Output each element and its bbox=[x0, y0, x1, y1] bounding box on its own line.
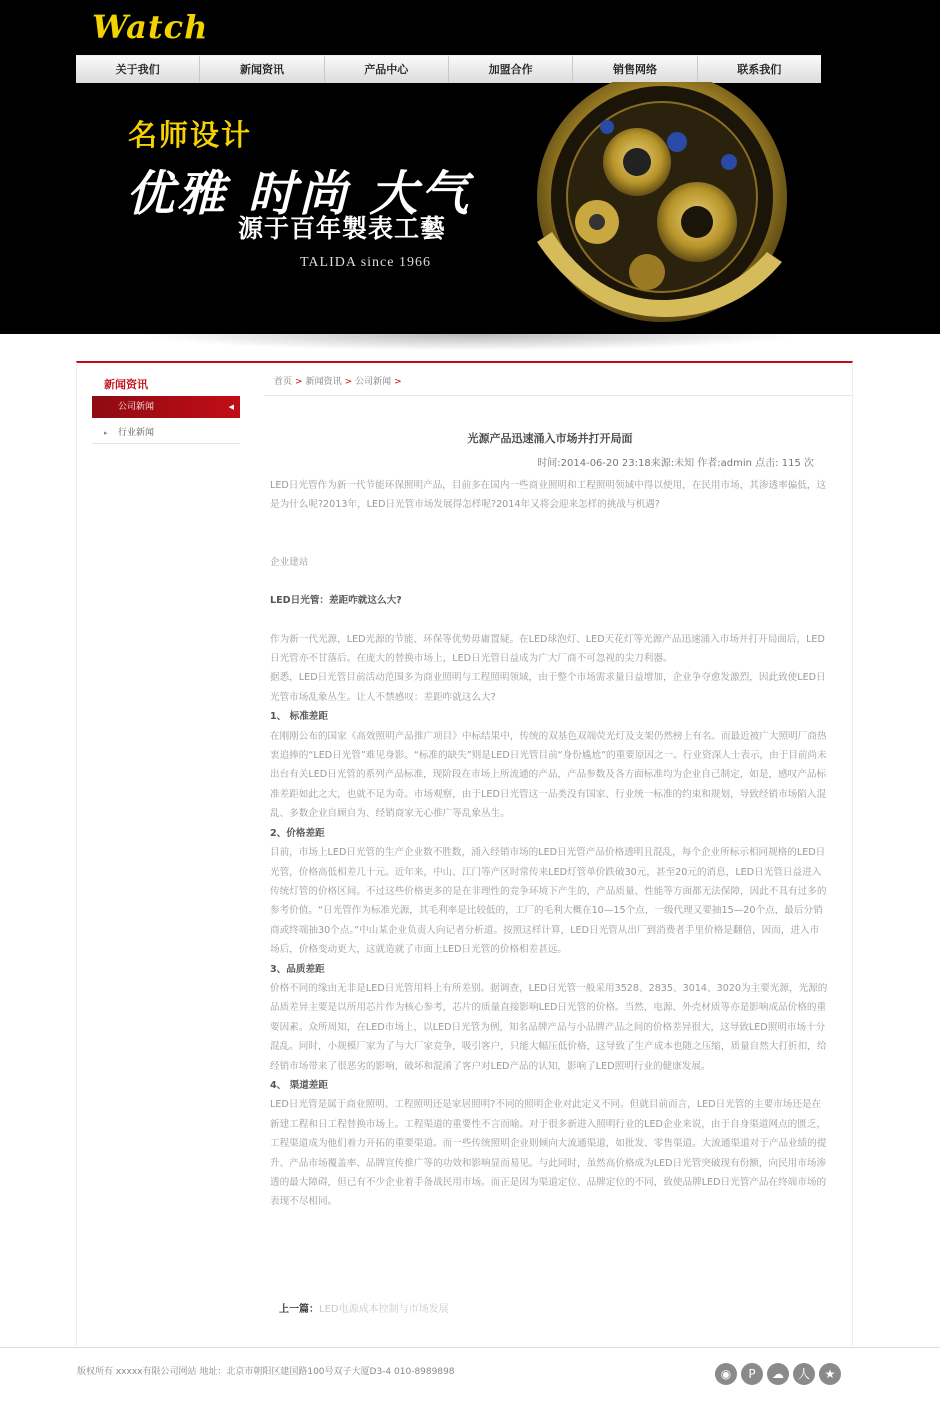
prev-article bbox=[279, 1300, 449, 1315]
prev-article-link[interactable]: LED电源成本控制与市场发展 bbox=[319, 1304, 449, 1315]
breadcrumb-news[interactable]: 新闻资讯 bbox=[305, 377, 342, 387]
article-paragraph: 作为新一代光源，LED光源的节能、环保等优势毋庸置疑。在LED球泡灯、LED天花灯等光源产品迅速涌入市场并打开局面后，LED日光管亦不甘落后。在庞大的替换市场上，LED日光管日益成为广大厂商不可忽视的尖刀利器。 bbox=[270, 633, 825, 665]
nav-franchise[interactable]: 加盟合作 bbox=[449, 56, 573, 83]
article-paragraph: 据悉，LED日光管目前活动范围多为商业照明与工程照明领域，由于整个市场需求量日益增加，企业争夺愈发激烈，因此致使LED日光管市场乱象丛生。让人不禁感叹：差距咋就这么大? bbox=[270, 672, 826, 703]
footer-copyright: 版权所有 xxxxx有限公司网站 地址：北京市朝阳区建国路100号双子大厦D3-4 010-8989898 bbox=[77, 1367, 455, 1377]
section-heading: 2、价格差距 bbox=[270, 827, 325, 839]
sidebar-item-label: 公司新闻 bbox=[118, 402, 155, 412]
nav-about[interactable]: 关于我们 bbox=[76, 56, 200, 83]
star-icon[interactable]: ★ bbox=[819, 1363, 841, 1385]
breadcrumb-home[interactable]: 首页 bbox=[274, 377, 293, 387]
social-links bbox=[715, 1363, 841, 1385]
breadcrumb-separator: > bbox=[394, 377, 402, 387]
banner-line4: TALIDA since 1966 bbox=[300, 255, 431, 270]
article-paragraph: 目前，市场上LED日光管的生产企业数不胜数，涌入经销市场的LED日光管产品价格透明且混乱，每个企业所标示相同规格的LED日光管，价格高低相差几十元。近年来，中山、江门等产区时常传来LED灯管单价跌破30元，甚至20元的消息，LED日光管日益进入传统灯管的价格区间。不过这些价格更多的是在非理性的竞争环境下产生的，产品质量、性能等方面都无法保障，因此不具有过多的参考价值。“日光管作为标准光源，其毛利率是比较低的，工厂的毛利大概在10—15个点，一级代理又要抽15—20个点，最后分销商或终端抽30个点。”中山某企业负责人向记者分析道。按照这样计算，LED日光管从出厂到消费者手里价格是翻倍，因而，进入市场后，价格变动更大，这就造就了市面上LED日光管的价格相差甚远。 bbox=[270, 847, 827, 956]
nav-news[interactable]: 新闻资讯 bbox=[200, 56, 324, 83]
article-body bbox=[270, 476, 828, 1212]
banner-shadow bbox=[0, 334, 940, 358]
sidebar-item-industry-news[interactable] bbox=[92, 422, 240, 444]
banner-line2: 优雅 时尚 大气 bbox=[126, 166, 472, 222]
site-logo[interactable]: Watch bbox=[92, 8, 209, 46]
renren-icon[interactable]: 人 bbox=[793, 1363, 815, 1385]
banner-line3: 源于百年製表工藝 bbox=[238, 214, 447, 243]
nav-products[interactable]: 产品中心 bbox=[325, 56, 449, 83]
breadcrumb bbox=[264, 372, 852, 396]
breadcrumb-separator: > bbox=[344, 377, 353, 387]
article-title: 光源产品迅速涌入市场并打开局面 bbox=[467, 432, 633, 445]
nav-contact[interactable]: 联系我们 bbox=[737, 63, 782, 76]
header-banner bbox=[0, 0, 940, 334]
article-tag: 企业建站 bbox=[270, 556, 309, 568]
sidebar-item-company-news[interactable] bbox=[92, 396, 240, 418]
banner-line1: 名师设计 bbox=[128, 118, 253, 152]
article-paragraph: 价格不同的缘由无非是LED日光管用料上有所差别。据调查，LED日光管一般采用3528、2835、3014、3020为主要光源，光源的品质差异主要是以所用芯片作为核心参考，芯片的质量直接影响LED日光管的价格。当然，电源、外壳材质等亦是影响成品价格的重要因素。众所周知，在LED市场上，以LED日光管为例，知名品牌产品与小品牌产品之间的价格差异很大，这导致LED照明市场十分混乱。同时，小规模厂家为了与大厂家竞争，吸引客户，只能大幅压低价格，这导致了生产成本也随之压缩，质量自然大打折扣，给经销市场带来了很恶劣的影响，破坏和混淆了客户对LED产品的认知，影响了LED照明行业的健康发展。 bbox=[270, 982, 828, 1072]
article-paragraph: 在刚刚公布的国家《高效照明产品推广项目》中标结果中，传统的双基色双端荧光灯及支架仍然榜上有名。而最近被广大照明厂商热衷追捧的“LED日光管”难见身影。“标准的缺失”则是LED日光管目前“身份尴尬”的重要原因之一。行业资深人士表示，由于目前尚未出台有关LED日光管的系列产品标准，现阶段在市场上所流通的产品，产品参数及各方面标准均为企业自己制定，如是，感叹产品标准差距如此之大，也就不足为奇。市场观察，由于LED日光管这一品类没有国家、行业统一标准的约束和规划，导致经销市场陷入混乱、多数企业自顾自为、经销商家无心推广等乱象丛生。 bbox=[270, 730, 827, 820]
article-subtitle: LED日光管：差距咋就这么大? bbox=[270, 595, 402, 607]
article-meta: 时间:2014-06-20 23:18来源:未知 作者:admin 点击: 115 次 bbox=[537, 458, 814, 469]
breadcrumb-company-news[interactable]: 公司新闻 bbox=[355, 377, 392, 387]
section-heading: 1、 标准差距 bbox=[270, 711, 328, 723]
caret-left-icon: ◀ bbox=[228, 403, 234, 411]
sidebar-title: 新闻资讯 bbox=[104, 378, 148, 391]
prev-label: 上一篇： bbox=[279, 1304, 319, 1315]
sidebar-item-label: 行业新闻 bbox=[118, 428, 155, 438]
breadcrumb-separator: > bbox=[295, 377, 303, 387]
article-intro: LED日光管作为新一代节能环保照明产品，目前多在国内一些商业照明和工程照明领域中得以使用，在民用市场，其渗透率偏低，这是为什么呢?2013年，LED日光管市场发展得怎样呢?2014年又将会迎来怎样的挑战与机遇? bbox=[270, 480, 827, 511]
section-heading: 4、 渠道差距 bbox=[270, 1079, 328, 1091]
pinterest-icon[interactable]: P bbox=[741, 1363, 763, 1385]
bullet-icon: ▸ bbox=[104, 429, 108, 437]
article-paragraph: LED日光管是属于商业照明、工程照明还是家居照明?不同的照明企业对此定义不同。但就目前而言，LED日光管的主要市场还是在新建工程和日工程替换市场上。工程渠道的重要性不言而喻。对于很多新进入照明行业的LED企业来说，由于自身渠道网点的匮乏，工程渠道成为他们着力开拓的重要渠道。而一些传统照明企业则倾向大流通渠道，如批发、零售渠道。大流通渠道对于产品业绩的提升、产品市场覆盖率、品牌宣传推广等的功效和影响显而易见。与此同时，虽然高价格成为LED日光管突破现有份额，向民用市场渗透的最大障碍，但已有不少企业着手备战民用市场。而正是因为渠道定位、品牌定位的不同，致使品牌LED日光管产品在终端市场的表现不尽相同。 bbox=[270, 1099, 827, 1208]
watch-movement-image bbox=[497, 82, 797, 332]
main-nav bbox=[76, 55, 821, 83]
weibo-icon[interactable]: ◉ bbox=[715, 1363, 737, 1385]
section-heading: 3、品质差距 bbox=[270, 963, 325, 975]
nav-sales[interactable]: 销售网络 bbox=[573, 56, 697, 83]
qzone-icon[interactable]: ☁ bbox=[767, 1363, 789, 1385]
footer-divider bbox=[0, 1347, 940, 1348]
